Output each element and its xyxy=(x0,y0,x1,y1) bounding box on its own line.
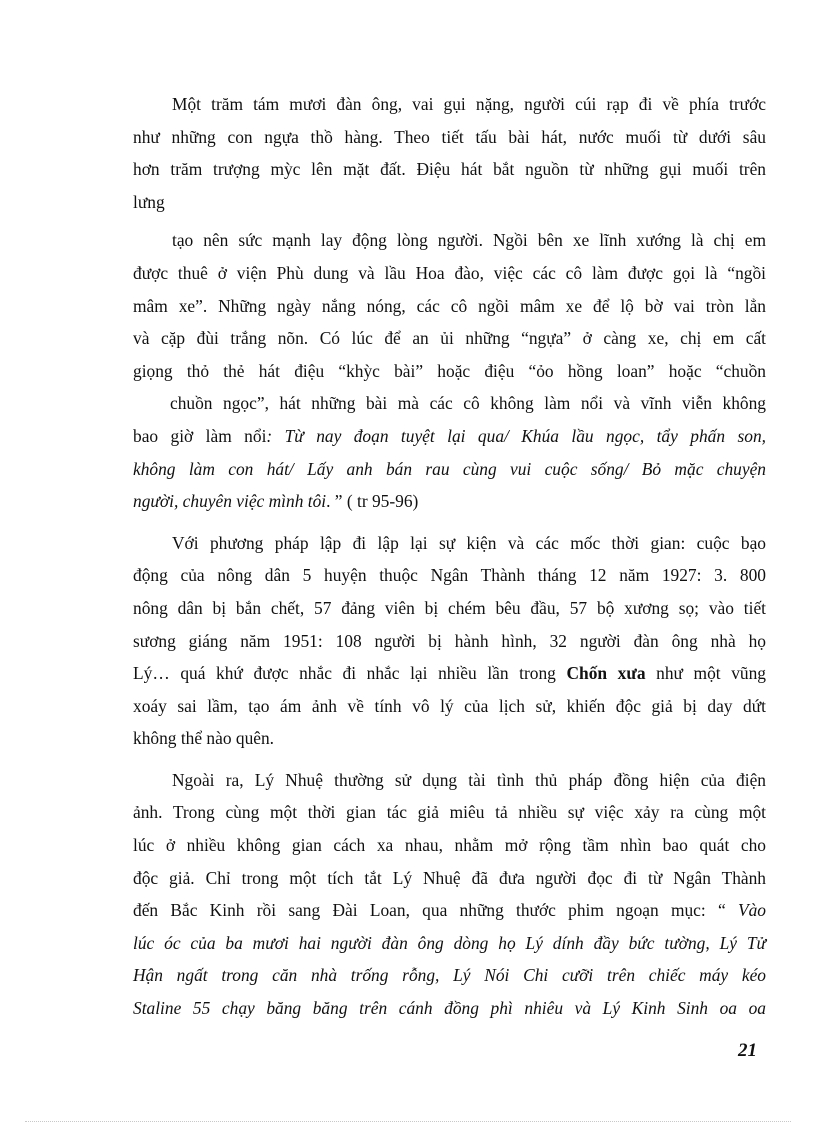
text-line: mâm xe”. Những ngày nắng nóng, các cô ngồi mâm xe để lộ bờ vai tròn lẳn xyxy=(133,295,766,316)
text-line: người, chuyên việc mình tôi. ” ( tr 95-96) xyxy=(133,491,419,512)
text-line: lúc óc của ba mươi hai người đàn ông dòng họ Lý dính đầy bức tường, Lý Tử xyxy=(133,932,766,953)
text-line: Ngoài ra, Lý Nhuệ thường sử dụng tài tình thủ pháp đồng hiện của điện xyxy=(172,769,766,790)
paragraph xyxy=(133,527,766,755)
text-line: nông dân bị bắn chết, 57 đảng viên bị chém bêu đầu, 57 bộ xương sọ; vào tiết xyxy=(133,597,766,618)
text-line: như những con ngựa thồ hàng. Theo tiết tấu bài hát, nước muối từ dưới sâu xyxy=(133,126,766,147)
body-text xyxy=(133,88,766,1025)
text-line: bao giờ làm nổi: Từ nay đoạn tuyệt lại qua/ Khúa lầu ngọc, tẩy phấn son, xyxy=(133,425,766,446)
text-line: lúc ở nhiều không gian cách xa nhau, nhằm mở rộng tầm nhìn bao quát cho xyxy=(133,835,766,856)
quote-italic: : Từ nay đoạn tuyệt lại qua/ Khúa lầu ngọc, tẩy phấn son, xyxy=(266,425,766,446)
paragraph xyxy=(133,764,766,1025)
paragraph xyxy=(133,88,766,218)
text-line: Staline 55 chạy băng băng trên cánh đồng phì nhiêu và Lý Kinh Sinh oa oa xyxy=(133,998,766,1019)
text-line: lưng xyxy=(133,191,165,212)
text-line: Với phương pháp lập đi lập lại sự kiện và các mốc thời gian: cuộc bạo xyxy=(172,532,766,553)
text-line: chuồn ngọc”, hát những bài mà các cô không làm nổi và vĩnh viễn không xyxy=(170,393,766,414)
quote-italic: người, chuyên việc mình tôi xyxy=(133,491,327,512)
text-line: Một trăm tám mươi đàn ông, vai gụi nặng, người cúi rạp đi về phía trước xyxy=(172,94,766,114)
text-line: động của nông dân 5 huyện thuộc Ngân Thành tháng 12 năm 1927: 3. 800 xyxy=(133,565,766,586)
bottom-divider xyxy=(25,1121,791,1122)
text-line: và cặp đùi trắng nõn. Có lúc để an ủi những “ngựa” ở càng xe, chị em cất xyxy=(133,328,766,349)
text-line: ảnh. Trong cùng một thời gian tác giả miêu tả nhiều sự việc xảy ra cùng một xyxy=(133,802,766,823)
text-line: hơn trăm trượng mỳc lên mặt đất. Điệu hát bắt nguồn từ những gụi muối trên xyxy=(133,159,766,180)
page-number: 21 xyxy=(738,1040,757,1061)
text-line: tạo nên sức mạnh lay động lòng người. Ngồi bên xe lĩnh xướng là chị em xyxy=(172,230,766,251)
text-line: được thuê ở viện Phù dung và lầu Hoa đào, việc các cô làm được gọi là “ngồi xyxy=(133,262,766,283)
book-title: Chốn xưa xyxy=(566,663,646,684)
text-line: không thể nào quên. xyxy=(133,728,275,749)
text-line: Lý… quá khứ được nhắc đi nhắc lại nhiều lần trong Chốn xưa như một vũng xyxy=(133,663,766,684)
text-line: độc giả. Chỉ trong một tích tắt Lý Nhuệ đã đưa người đọc đi từ Ngân Thành xyxy=(133,867,766,888)
paragraph xyxy=(133,224,766,517)
text-line: đến Bắc Kinh rồi sang Đài Loan, qua những thước phim ngoạn mục: “ Vào xyxy=(133,900,766,921)
text-line: sương giáng năm 1951: 108 người bị hành hình, 32 người đàn ông nhà họ xyxy=(133,630,766,651)
text-line: Hận ngất trong căn nhà trống rỗng, Lý Nói Chi cưỡi trên chiếc máy kéo xyxy=(133,965,766,986)
quote-italic: Vào xyxy=(737,900,766,921)
text-line: xoáy sai lầm, tạo ám ảnh về tính vô lý của lịch sử, khiến độc giả bị day dứt xyxy=(133,695,766,716)
text-line: giọng thỏ thẻ hát điệu “khỳc bài” hoặc điệu “ỏo hồng loan” hoặc “chuồn xyxy=(133,360,766,381)
text-line: không làm con hát/ Lấy anh bán rau cùng vui cuộc sống/ Bỏ mặc chuyện xyxy=(133,458,766,479)
